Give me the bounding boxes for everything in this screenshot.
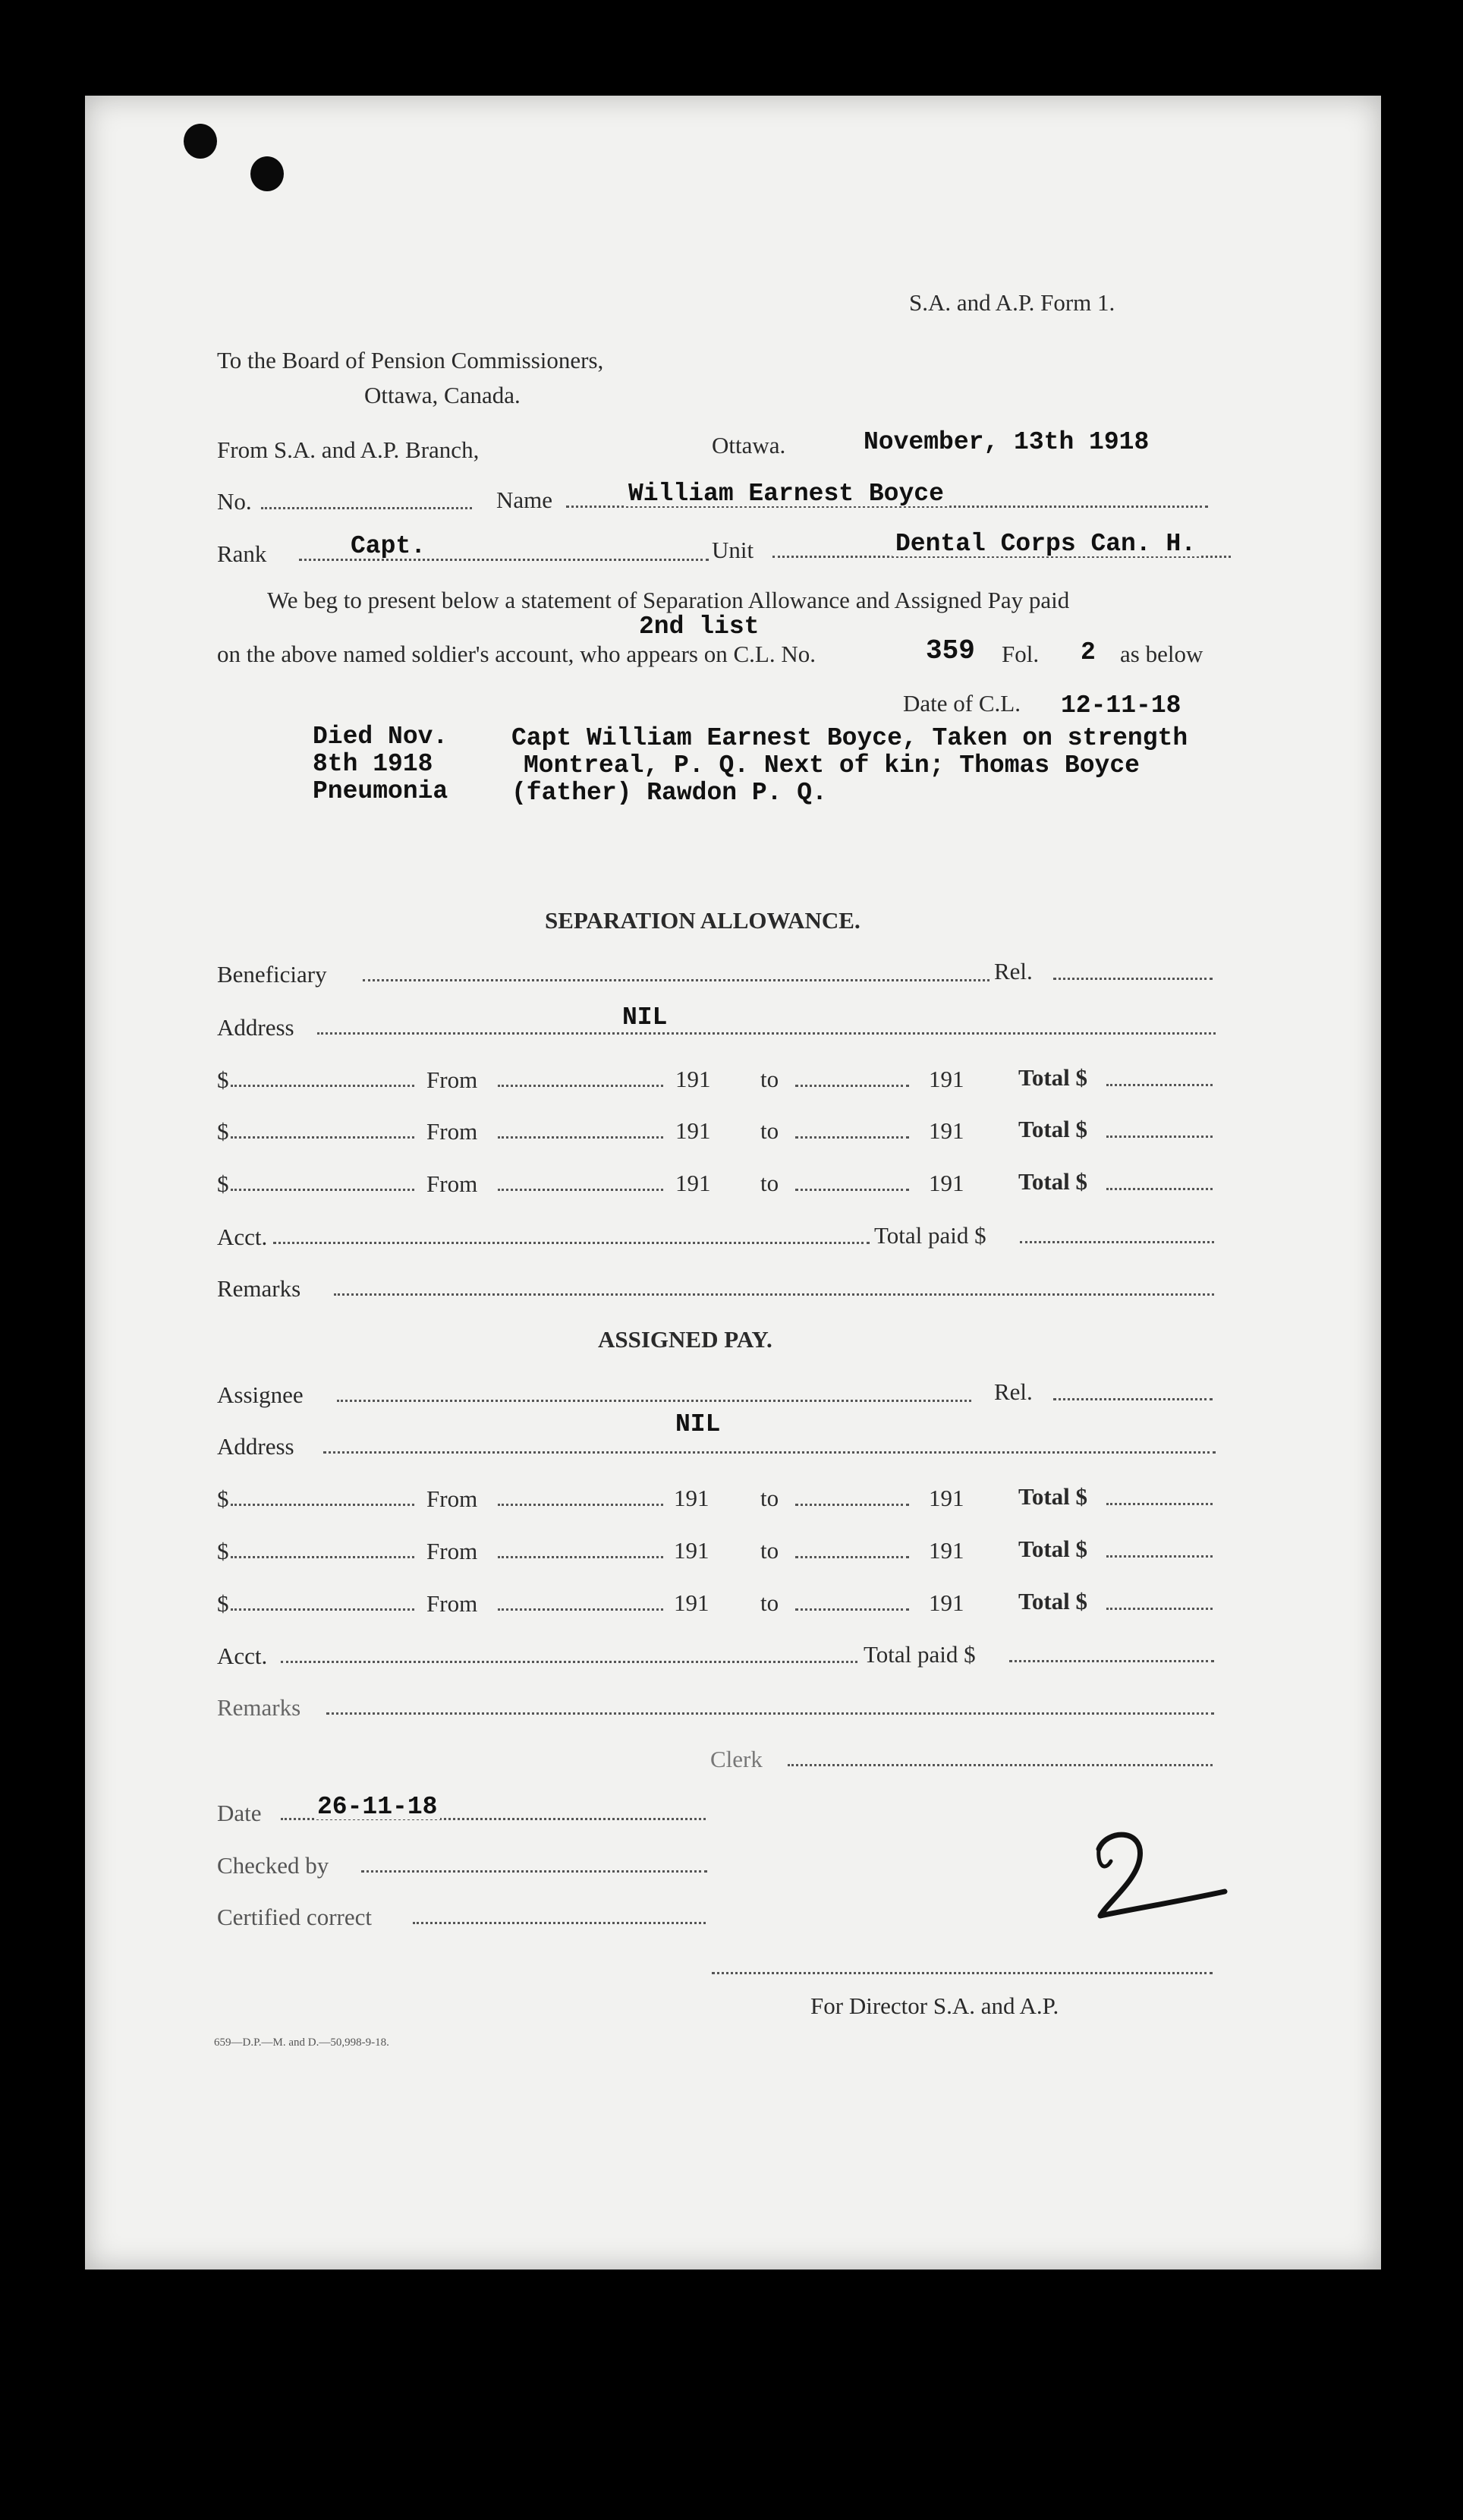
list-note: 2nd list [639, 613, 760, 641]
fill-line [498, 1136, 663, 1139]
fill-line [273, 1242, 870, 1244]
fill-line [1009, 1660, 1214, 1662]
certified-label: Certified correct [217, 1904, 372, 1930]
form-id: S.A. and A.P. Form 1. [909, 289, 1115, 316]
rel-label: Rel. [994, 958, 1033, 984]
from-label: From [426, 1170, 478, 1197]
fill-line [323, 1451, 1216, 1454]
acct-label: Acct. [217, 1643, 268, 1669]
fill-line [231, 1556, 414, 1558]
ap-heading: ASSIGNED PAY. [598, 1326, 772, 1353]
fill-line [1106, 1555, 1213, 1558]
to-label: to [760, 1537, 779, 1564]
year-prefix: 191 [674, 1485, 709, 1511]
from-label: From [426, 1538, 478, 1564]
unit-value: Dental Corps Can. H. [892, 531, 1199, 556]
fill-line [1053, 978, 1213, 980]
from-label: From [426, 1118, 478, 1145]
year-prefix: 191 [929, 1066, 964, 1092]
unit-label: Unit [712, 537, 754, 563]
year-prefix: 191 [929, 1485, 964, 1511]
fill-line [498, 1189, 663, 1191]
total-label: Total $ [1018, 1168, 1088, 1195]
name-value: William Earnest Boyce [625, 481, 947, 506]
fill-line [795, 1556, 909, 1558]
fill-line [231, 1136, 414, 1139]
fill-line [413, 1922, 706, 1924]
dollar-label: $ [217, 1066, 229, 1093]
dollar-label: $ [217, 1485, 229, 1512]
fill-line [231, 1608, 414, 1611]
rank-label: Rank [217, 540, 267, 567]
rel-label: Rel. [994, 1378, 1033, 1405]
to-label: to [760, 1485, 779, 1511]
remarks-label: Remarks [217, 1694, 301, 1721]
fill-line [334, 1293, 1214, 1296]
fill-line [1106, 1503, 1213, 1505]
fill-line [1106, 1136, 1213, 1138]
handwritten-mark [1084, 1828, 1235, 1926]
addressee-line1: To the Board of Pension Commissioners, [217, 347, 604, 373]
assignee-label: Assignee [217, 1381, 304, 1408]
total-paid-label: Total paid $ [864, 1641, 976, 1668]
fill-line [1106, 1188, 1213, 1190]
dollar-label: $ [217, 1538, 229, 1564]
fill-line [795, 1136, 909, 1139]
total-paid-label: Total paid $ [874, 1222, 986, 1249]
checked-by-label: Checked by [217, 1852, 329, 1879]
as-below: as below [1120, 641, 1203, 667]
ap-nil: NIL [675, 1410, 721, 1438]
year-prefix: 191 [674, 1537, 709, 1564]
fill-line [498, 1608, 663, 1611]
fill-line [1106, 1608, 1213, 1610]
fill-line [281, 1661, 857, 1663]
note-right-3: (father) Rawdon P. Q. [511, 779, 827, 807]
total-label: Total $ [1018, 1483, 1088, 1510]
name-label: Name [496, 487, 553, 513]
address-label: Address [217, 1433, 294, 1460]
note-left-1: Died Nov. [313, 723, 448, 751]
punch-hole [250, 156, 284, 191]
fill-line [795, 1189, 909, 1191]
dollar-label: $ [217, 1118, 229, 1145]
year-prefix: 191 [929, 1537, 964, 1564]
beneficiary-label: Beneficiary [217, 961, 327, 988]
fill-line [1020, 1241, 1214, 1243]
fill-line [788, 1764, 1213, 1766]
fill-line [261, 507, 472, 509]
note-right-1: Capt William Earnest Boyce, Taken on strength [511, 724, 1188, 752]
to-label: to [760, 1170, 779, 1196]
fill-line [1106, 1084, 1213, 1086]
fol-label: Fol. [1002, 641, 1040, 667]
fill-line [231, 1504, 414, 1506]
fill-line [795, 1085, 909, 1087]
fill-line [498, 1504, 663, 1506]
cl-number: 359 [926, 635, 975, 666]
signature-line [712, 1972, 1213, 1974]
dollar-label: $ [217, 1590, 229, 1617]
rank-value: Capt. [348, 534, 429, 559]
place: Ottawa. [712, 432, 786, 458]
sa-nil: NIL [622, 1003, 668, 1032]
fill-line [363, 979, 989, 981]
fill-line [1053, 1398, 1213, 1400]
typed-date: November, 13th 1918 [864, 428, 1150, 456]
fill-line [361, 1870, 707, 1873]
from-label: From [426, 1590, 478, 1617]
note-right-2: Montreal, P. Q. Next of kin; Thomas Boyce [524, 751, 1140, 780]
from-label: From [426, 1485, 478, 1512]
to-label: to [760, 1117, 779, 1144]
date-value: 26-11-18 [314, 1794, 440, 1819]
print-code: 659—D.P.—M. and D.—50,998-9-18. [214, 2036, 389, 2049]
fol-value: 2 [1081, 638, 1096, 666]
fill-line [317, 1032, 1216, 1035]
punch-hole [184, 124, 217, 159]
date-of-cl-value: 12-11-18 [1061, 691, 1181, 720]
date-of-cl-label: Date of C.L. [903, 690, 1021, 717]
from-branch: From S.A. and A.P. Branch, [217, 436, 480, 463]
statement-line1: We beg to present below a statement of Separation Allowance and Assigned Pay paid [267, 587, 1070, 613]
year-prefix: 191 [929, 1589, 964, 1616]
fill-line [231, 1085, 414, 1087]
total-label: Total $ [1018, 1588, 1088, 1614]
sa-heading: SEPARATION ALLOWANCE. [545, 907, 860, 934]
address-label: Address [217, 1014, 294, 1041]
year-prefix: 191 [929, 1117, 964, 1144]
year-prefix: 191 [675, 1066, 711, 1092]
form-sheet [85, 96, 1381, 2270]
to-label: to [760, 1589, 779, 1616]
year-prefix: 191 [674, 1589, 709, 1616]
fill-line [326, 1712, 1214, 1715]
director-line: For Director S.A. and A.P. [810, 1992, 1059, 2019]
from-label: From [426, 1066, 478, 1093]
remarks-label: Remarks [217, 1275, 301, 1302]
date-label: Date [217, 1800, 262, 1826]
year-prefix: 191 [675, 1117, 711, 1144]
total-label: Total $ [1018, 1536, 1088, 1562]
addressee-line2: Ottawa, Canada. [364, 382, 521, 408]
fill-line [498, 1556, 663, 1558]
fill-line [498, 1085, 663, 1087]
to-label: to [760, 1066, 779, 1092]
total-label: Total $ [1018, 1064, 1088, 1091]
note-left-3: Pneumonia [313, 777, 448, 805]
note-left-2: 8th 1918 [313, 750, 433, 778]
fill-line [231, 1189, 414, 1191]
year-prefix: 191 [929, 1170, 964, 1196]
fill-line [337, 1400, 971, 1402]
fill-line [795, 1608, 909, 1611]
statement-line2: on the above named soldier's account, who appears on C.L. No. [217, 641, 816, 667]
fill-line [795, 1504, 909, 1506]
total-label: Total $ [1018, 1116, 1088, 1142]
acct-label: Acct. [217, 1224, 268, 1250]
year-prefix: 191 [675, 1170, 711, 1196]
no-label: No. [217, 488, 252, 515]
clerk-label: Clerk [710, 1746, 763, 1772]
dollar-label: $ [217, 1170, 229, 1197]
